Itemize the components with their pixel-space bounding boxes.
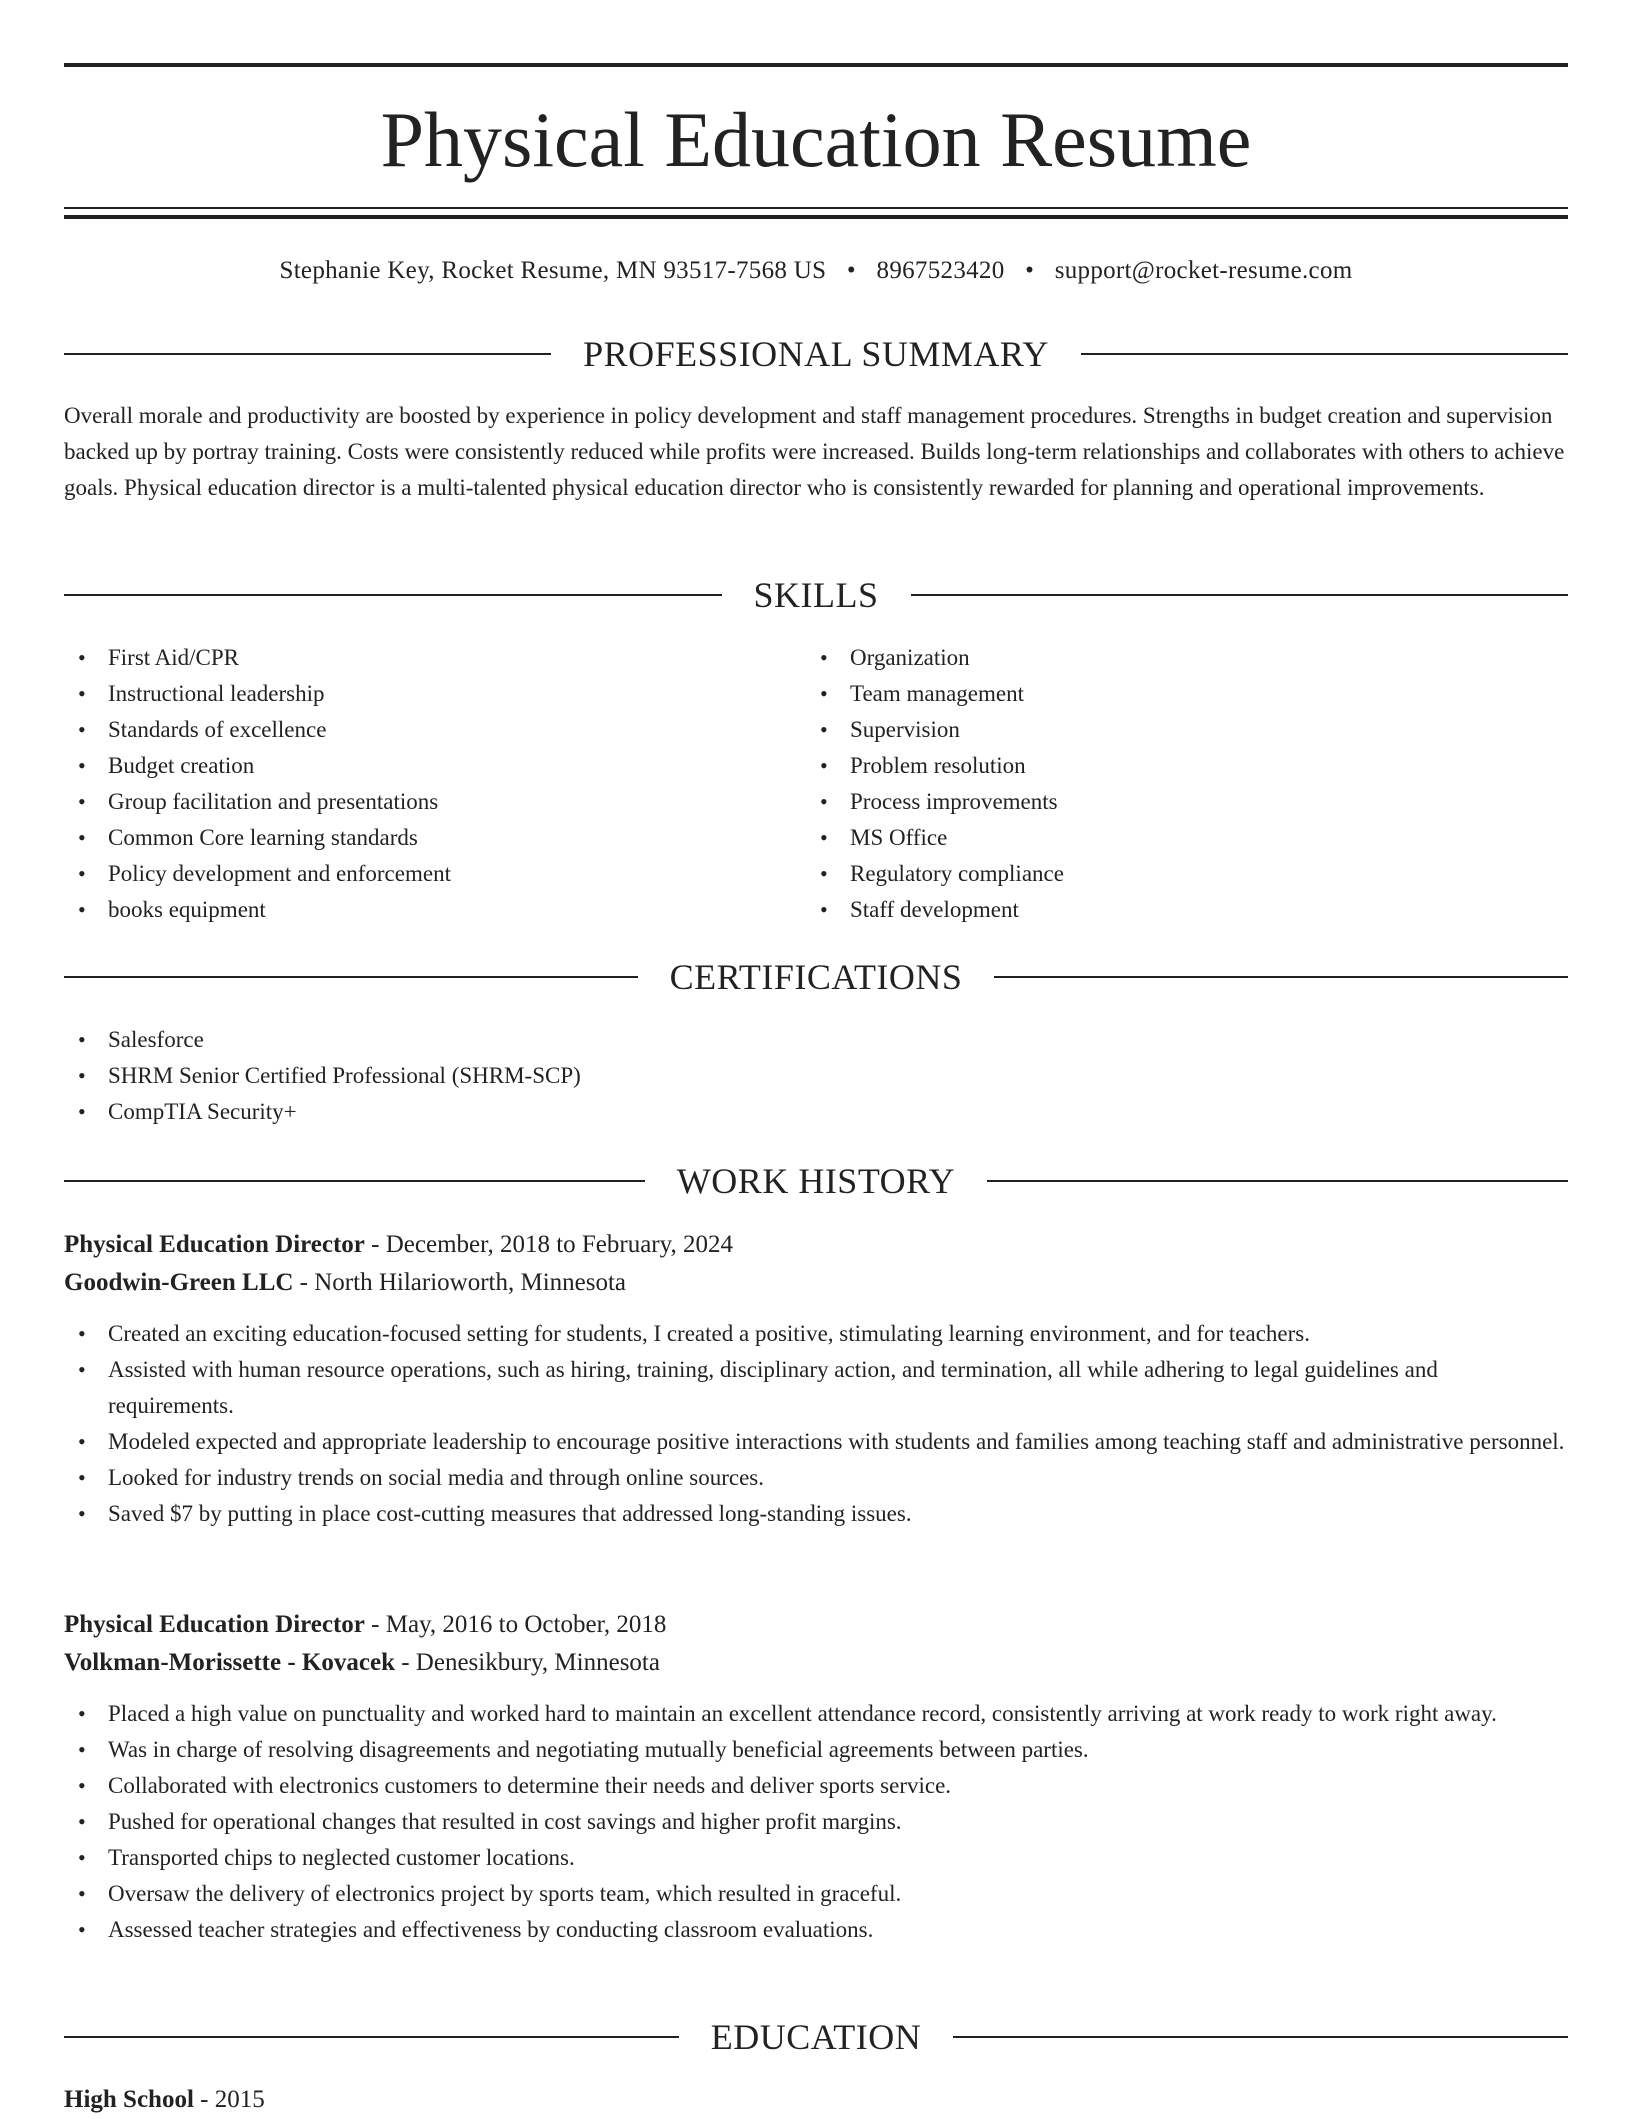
job-title-line xyxy=(64,1226,1568,1264)
contact-separator: • xyxy=(846,257,856,284)
job-bullet: • Pushed for operational changes that resulted in cost savings and higher profit margins. xyxy=(64,1804,1568,1840)
skill-item: • Team management xyxy=(806,676,1548,712)
skill-item: • Organization xyxy=(806,640,1548,676)
skill-item: • Common Core learning standards xyxy=(64,820,806,856)
section-rule xyxy=(64,594,722,596)
resume-title: Physical Education Resume xyxy=(380,96,1252,183)
section-rule xyxy=(64,976,638,978)
skill-item: • MS Office xyxy=(806,820,1548,856)
skill-item: • books equipment xyxy=(64,892,806,928)
contact-address: Stephanie Key, Rocket Resume, MN 93517-7568 US xyxy=(279,257,827,284)
skill-item: • Staff development xyxy=(806,892,1548,928)
job-bullet: • Placed a high value on punctuality and worked hard to maintain an excellent attendance record, consistently arriving at work ready to work right away. xyxy=(64,1696,1568,1732)
job-title-line xyxy=(64,1606,1568,1644)
skill-item: • Instructional leadership xyxy=(64,676,806,712)
job-entry xyxy=(64,1226,1568,1532)
job-bullet: • Looked for industry trends on social media and through online sources. xyxy=(64,1460,1568,1496)
job-bullets xyxy=(64,1696,1568,1948)
certification-item: • Salesforce xyxy=(64,1022,1568,1058)
job-bullet: • Assessed teacher strategies and effectiveness by conducting classroom evaluations. xyxy=(64,1912,1568,1948)
certification-item: • SHRM Senior Certified Professional (SHRM-SCP) xyxy=(64,1058,1568,1094)
skill-item: • Process improvements xyxy=(806,784,1548,820)
job-dates: - December, 2018 to February, 2024 xyxy=(364,1231,734,1258)
job-bullet: • Collaborated with electronics customers to determine their needs and deliver sports service. xyxy=(64,1768,1568,1804)
job-bullet: • Transported chips to neglected customer locations. xyxy=(64,1840,1568,1876)
skill-item: • Standards of excellence xyxy=(64,712,806,748)
job-entry xyxy=(64,1606,1568,1948)
education-school: High School xyxy=(64,2086,194,2113)
summary-text: Overall morale and productivity are boosted by experience in policy development and staff management procedures. Strengths in budget creation and supervision backed up by portray training. Costs were consistently reduced while profits were increased. Builds long-term relationships and collaborates with others to achieve goals. Physical education director is a multi-talented physical education director who is consistently rewarded for planning and operational improvements. xyxy=(64,403,1565,500)
section-rule xyxy=(987,1180,1568,1182)
skills-list-right xyxy=(806,640,1548,928)
section-title: SKILLS xyxy=(753,575,879,615)
skill-item: • Problem resolution xyxy=(806,748,1548,784)
section-title: EDUCATION xyxy=(710,2017,922,2057)
section-header-work-history xyxy=(64,1159,1568,1203)
section-rule xyxy=(911,594,1569,596)
job-bullet: • Saved $7 by putting in place cost-cutting measures that addressed long-standing issues. xyxy=(64,1496,1568,1532)
skill-item: • Policy development and enforcement xyxy=(64,856,806,892)
job-company: Goodwin-Green LLC xyxy=(64,1269,294,1296)
certification-item: • CompTIA Security+ xyxy=(64,1094,1568,1130)
contact-email[interactable]: support@rocket-resume.com xyxy=(1054,257,1353,284)
job-company-line xyxy=(64,1264,1568,1302)
skills-list-left xyxy=(64,640,806,928)
skill-item: • First Aid/CPR xyxy=(64,640,806,676)
section-header-summary xyxy=(64,332,1568,376)
education-entry xyxy=(64,2081,1568,2119)
section-title: PROFESSIONAL SUMMARY xyxy=(583,334,1049,374)
skill-item: • Regulatory compliance xyxy=(806,856,1548,892)
contact-phone: 8967523420 xyxy=(876,257,1005,284)
section-rule xyxy=(1081,353,1568,355)
job-bullets xyxy=(64,1316,1568,1532)
section-rule xyxy=(64,1180,645,1182)
job-bullet: • Modeled expected and appropriate leadership to encourage positive interactions with students and families among teaching staff and administrative personnel. xyxy=(64,1424,1568,1460)
contact-line xyxy=(64,254,1568,288)
section-header-skills xyxy=(64,573,1568,617)
contact-separator: • xyxy=(1025,257,1035,284)
section-title: WORK HISTORY xyxy=(676,1161,956,1201)
job-location: - North Hilarioworth, Minnesota xyxy=(293,1269,627,1296)
job-bullet: • Was in charge of resolving disagreements and negotiating mutually beneficial agreements between parties. xyxy=(64,1732,1568,1768)
skills-columns xyxy=(64,640,1568,928)
job-location: - Denesikbury, Minnesota xyxy=(394,1649,660,1676)
job-company: Volkman-Morissette - Kovacek xyxy=(64,1649,395,1676)
job-company-line xyxy=(64,1644,1568,1682)
section-rule xyxy=(953,2036,1568,2038)
job-title: Physical Education Director xyxy=(64,1611,365,1638)
job-bullet: • Oversaw the delivery of electronics project by sports team, which resulted in graceful. xyxy=(64,1876,1568,1912)
section-header-certifications xyxy=(64,955,1568,999)
education-year: - 2015 xyxy=(193,2086,265,2113)
skill-item: • Budget creation xyxy=(64,748,806,784)
certifications-list xyxy=(64,1022,1568,1130)
section-rule xyxy=(64,353,551,355)
section-header-education xyxy=(64,2015,1568,2059)
top-rule xyxy=(64,63,1568,67)
job-title: Physical Education Director xyxy=(64,1231,365,1258)
job-bullet: • Created an exciting education-focused setting for students, I created a positive, stimulating learning environment, and for teachers. xyxy=(64,1316,1568,1352)
skill-item: • Supervision xyxy=(806,712,1548,748)
section-title: CERTIFICATIONS xyxy=(669,957,963,997)
job-dates: - May, 2016 to October, 2018 xyxy=(364,1611,667,1638)
section-rule xyxy=(994,976,1568,978)
title-double-rule xyxy=(64,207,1568,219)
section-rule xyxy=(64,2036,679,2038)
job-bullet: • Assisted with human resource operations, such as hiring, training, disciplinary action, and termination, all while adhering to legal guidelines and requirements. xyxy=(64,1352,1568,1424)
skill-item: • Group facilitation and presentations xyxy=(64,784,806,820)
